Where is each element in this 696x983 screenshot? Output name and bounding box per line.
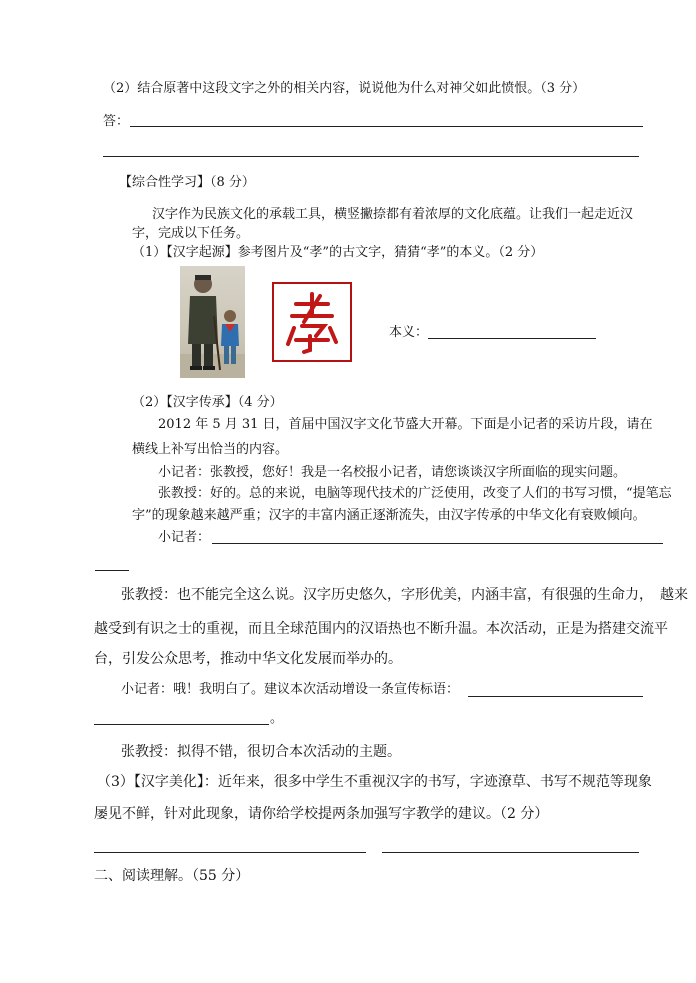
suggestion-line-2[interactable] [382,852,639,853]
task-2-inheritance: （2）【汉字传承】（4 分） [132,395,283,410]
reporter-question-line-1[interactable] [212,543,663,544]
dialog-professor-3: 张教授：拟得不错，很切合本次活动的主题。 [121,744,401,760]
slogan-line-2[interactable] [94,724,269,725]
dialog-reporter-2-label: 小记者： [158,530,211,545]
task-3-beautify-line-2: 屡见不鲜，针对此现象，请你给学校提两条加强写字教学的建议。（2 分） [94,806,549,822]
meaning-label: 本义： [389,325,429,340]
slogan-line-1[interactable] [468,696,643,697]
section-title: 【综合性学习】（8 分） [119,175,255,190]
dialog-professor-1-line-2: 字”的现象越来越严重；汉字的丰富内涵正逐渐流失，由汉字传承的中华文化有衰败倾向。 [132,508,646,523]
ancient-character-seal [272,282,352,362]
dialog-reporter-3: 小记者：哦！我明白了。建议本次活动增设一条宣传标语： [121,682,460,697]
question-2-reasons: （2）结合原著中这段文字之外的相关内容，说说他为什么对神父如此愤恨。（3 分） [103,81,586,96]
xiao-seal-glyph-icon [274,284,350,360]
reporter-question-line-2[interactable] [95,570,129,571]
suggestion-line-1[interactable] [94,852,366,853]
dialog-professor-1-line-1: 张教授：好的。总的来说，电脑等现代技术的广泛使用，改变了人们的书写习惯，“提笔忘 [158,486,672,501]
dialog-professor-2-line-1: 张教授：也不能完全这么说。汉字历史悠久，字形优美，内涵丰富，有很强的生命力， 越来 [121,587,688,603]
meaning-answer-line[interactable] [428,338,596,339]
answer-line-2[interactable] [103,156,639,157]
elder-and-child-photo [180,266,245,378]
dialog-professor-2-line-3: 台，引发公众思考，推动中华文化发展而举办的。 [94,651,402,667]
news-line-2: 横线上补写出恰当的内容。 [132,442,289,457]
task-3-beautify-line-1: （3）【汉字美化】：近年来，很多中学生不重视汉字的书写，字迹潦草、书写不规范等现象 [97,774,652,790]
part-2-reading-heading: 二、阅读理解。（55 分） [94,868,250,884]
intro-line-2: 字，完成以下任务。 [132,226,250,241]
task-1-origin: （1）【汉字起源】参考图片及“孝”的古文字，猜猜“孝”的本义。（2 分） [132,245,544,260]
dialog-reporter-1: 小记者：张教授，您好！我是一名校报小记者，请您谈谈汉字所面临的现实问题。 [158,465,627,480]
dialog-professor-2-line-2: 越受到有识之士的重视，而且全球范围内的汉语热也不断升温。本次活动，正是为搭建交流平 [94,621,668,637]
slogan-period: 。 [270,711,284,726]
answer-line-1[interactable] [130,126,643,127]
elder-child-illustration [180,266,245,378]
answer-label: 答： [103,114,130,129]
intro-line-1: 汉字作为民族文化的承载工具，横竖撇捺都有着浓厚的文化底蕴。让我们一起走近汉 [152,207,634,222]
news-line-1: 2012 年 5 月 31 日，首届中国汉字文化节盛大开幕。下面是小记者的采访片段，请在 [158,417,653,432]
